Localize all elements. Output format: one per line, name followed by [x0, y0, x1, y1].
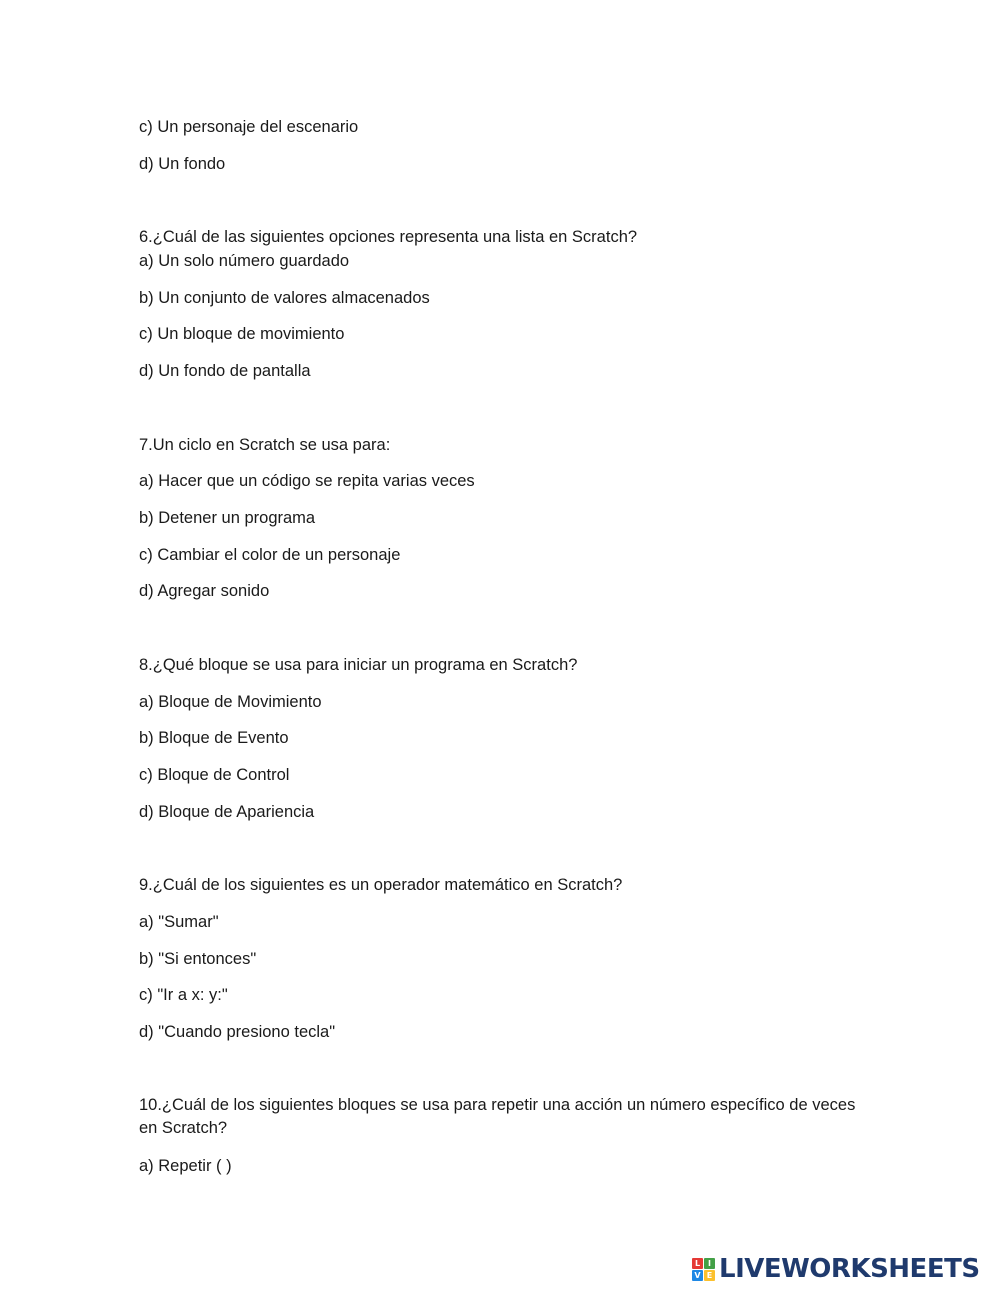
answer-option: b) Un conjunto de valores almacenados: [139, 289, 430, 307]
question-8: 8.¿Qué bloque se usa para iniciar un programa en Scratch?: [139, 656, 578, 674]
answer-option: d) Un fondo de pantalla: [139, 362, 311, 380]
answer-option: c) Cambiar el color de un personaje: [139, 546, 401, 564]
logo-letter: E: [704, 1270, 715, 1281]
answer-option: d) Un fondo: [139, 155, 226, 173]
answer-option: a) Hacer que un código se repita varias veces: [139, 472, 475, 490]
answer-option: c) Bloque de Control: [139, 766, 290, 784]
answer-option: d) Agregar sonido: [139, 582, 270, 600]
answer-option: d) Bloque de Apariencia: [139, 803, 315, 821]
answer-option: c) Un bloque de movimiento: [139, 325, 345, 343]
liveworksheets-logo: [692, 1254, 980, 1284]
question-9: 9.¿Cuál de los siguientes es un operador matemático en Scratch?: [139, 876, 623, 894]
question-10: 10.¿Cuál de los siguientes bloques se usa para repetir una acción un número específico de veces en Scratch?: [139, 1096, 856, 1137]
logo-text: LIVEWORKSHEETS: [719, 1254, 980, 1284]
answer-option: c) Un personaje del escenario: [139, 118, 359, 136]
logo-letter: V: [692, 1270, 703, 1281]
answer-option: c) "Ir a x: y:": [139, 986, 228, 1004]
logo-letter: L: [692, 1258, 703, 1269]
answer-option: b) Bloque de Evento: [139, 729, 289, 747]
question-6: 6.¿Cuál de las siguientes opciones representa una lista en Scratch?: [139, 228, 638, 246]
answer-option: a) Repetir ( ): [139, 1157, 232, 1175]
answer-option: b) Detener un programa: [139, 509, 316, 527]
answer-option: a) "Sumar": [139, 913, 219, 931]
answer-option: a) Un solo número guardado: [139, 252, 350, 270]
question-7: 7.Un ciclo en Scratch se usa para:: [139, 436, 391, 454]
answer-option: a) Bloque de Movimiento: [139, 693, 322, 711]
answer-option: d) "Cuando presiono tecla": [139, 1023, 336, 1041]
answer-option: b) "Si entonces": [139, 950, 257, 968]
logo-letter: I: [704, 1258, 715, 1269]
live-logo-icon: [692, 1258, 715, 1281]
